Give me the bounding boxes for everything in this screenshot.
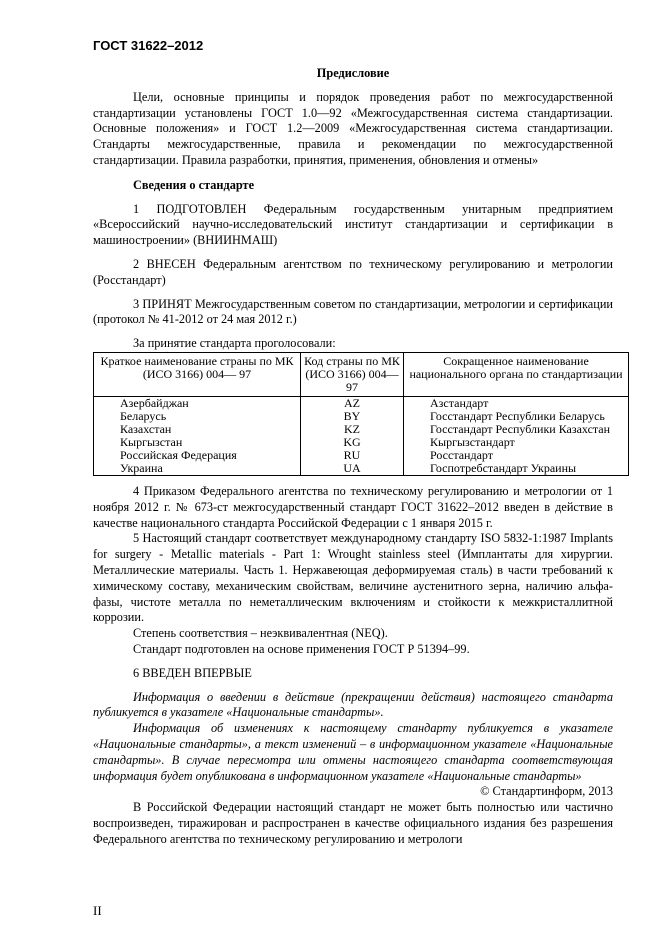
foreword-intro: Цели, основные принципы и порядок проведения работ по межгосударственной стандартизации установлены ГОСТ 1.0—92 «Межгосударственная система стандартизации. Основные положения» и ГОСТ 1.2—2009 «Межгосударственная система стандартизации. Стандарты межгосударственные, правила и рекомендации по межгосударственной стандартизации. Правила разработки, принятия, применения, обновления и отмены» [93,89,613,167]
code-cell: KG [301,436,404,449]
body-cell: Госпотребстандарт Украины [404,462,629,476]
vote-table-header-code: Код страны по МК (ИСО 3166) 004—97 [301,352,404,396]
item-5: 5 Настоящий стандарт соответствует международному стандарту ISO 5832-1:1987 Implants for surgery - Metallic materials - Part 1: Wrought stainless steel (Имплантаты для хирургии. Металлические материалы. Часть 1. Нержавеющая деформируемая сталь) в части требований к химическому составу, механическим свойствам, величине аустенитного зерна, наличию альфа-фазы, чистоте металла по неметаллическим включениям и стойкости к межкристаллитной коррозии. [93,531,613,625]
foreword-title: Предисловие [316,66,390,80]
item-5-degree: Степень соответствия – неэквивалентная (NEQ). [133,626,388,641]
code-cell: AZ [301,396,404,410]
vote-table [93,352,629,476]
country-cell: Беларусь [94,410,301,423]
item-5-basis: Стандарт подготовлен на основе применения ГОСТ Р 51394–99. [133,641,470,656]
body-cell: Росстандарт [404,449,629,462]
code-cell: BY [301,410,404,423]
country-cell: Казахстан [94,423,301,436]
vote-table-header-country: Краткое наименование страны по МК (ИСО 3166) 004— 97 [94,352,301,396]
body-cell: Азстандарт [404,396,629,410]
notice-changes: Информация об изменениях к настоящему стандарту публикуется в указателе «Национальные стандарты», а текст изменений – в информационном указателе «Национальные стандарты». В случае пересмотра или отмены настоящего стандарта соответствующая информация будет опубликована в информационном указателе «Национальные стандарты» [93,721,613,783]
info-item-1: 1 ПОДГОТОВЛЕН Федеральным государственным унитарным предприятием «Всероссийский научно-исследовательский институт стандартизации и сертификации в машиностроении» (ВНИИНМАШ) [93,201,613,248]
copyright-line: © Стандартинформ, 2013 [480,784,613,799]
table-row [94,462,629,476]
copyright-text: В Российской Федерации настоящий стандарт не может быть полностью или частично воспроизведен, тиражирован и распространен в качестве официального издания без разрешения Федерального агентства по техническому регулированию и метрологи [93,800,613,846]
body-cell: Госстандарт Республики Беларусь [404,410,629,423]
body-cell: Кыргызстандарт [404,436,629,449]
vote-table-header-body: Сокращенное наименование национального органа по стандартизации [404,352,629,396]
page-number: II [93,903,102,918]
table-row [94,423,629,436]
foreword-content [93,66,623,847]
country-cell: Украина [94,462,301,476]
item-6: 6 ВВЕДЕН ВПЕРВЫЕ [133,665,252,680]
code-cell: KZ [301,423,404,436]
code-cell: UA [301,462,404,476]
info-item-2: 2 ВНЕСЕН Федеральным агентством по техническому регулированию и метрологии (Росстандарт) [93,256,613,287]
info-heading: Сведения о стандарте [133,177,255,192]
country-cell: Российская Федерация [94,449,301,462]
code-cell: RU [301,449,404,462]
table-row [94,410,629,423]
notice-introduction: Информация о введении в действие (прекращении действия) настоящего стандарта публикуется в указателе «Национальные стандарты». [93,689,613,720]
item-4: 4 Приказом Федерального агентства по техническому регулированию и метрологии от 1 ноября 2012 г. № 673-ст межгосударственный стандарт ГОСТ 31622–2012 введен в действие в качестве национального стандарта Российской Федерации с 1 января 2015 г. [93,483,613,530]
body-cell: Госстандарт Республики Казахстан [404,423,629,436]
vote-table-header-row [94,352,629,396]
table-row [94,396,629,410]
info-item-3: 3 ПРИНЯТ Межгосударственным советом по стандартизации, метрологии и сертификации (протокол № 41-2012 от 24 мая 2012 г.) [93,296,613,327]
vote-intro: За принятие стандарта проголосовали: [133,336,336,351]
document-code-header: ГОСТ 31622–2012 [93,38,204,53]
country-cell: Азербайджан [94,396,301,410]
table-row [94,449,629,462]
table-row [94,436,629,449]
country-cell: Кыргызстан [94,436,301,449]
